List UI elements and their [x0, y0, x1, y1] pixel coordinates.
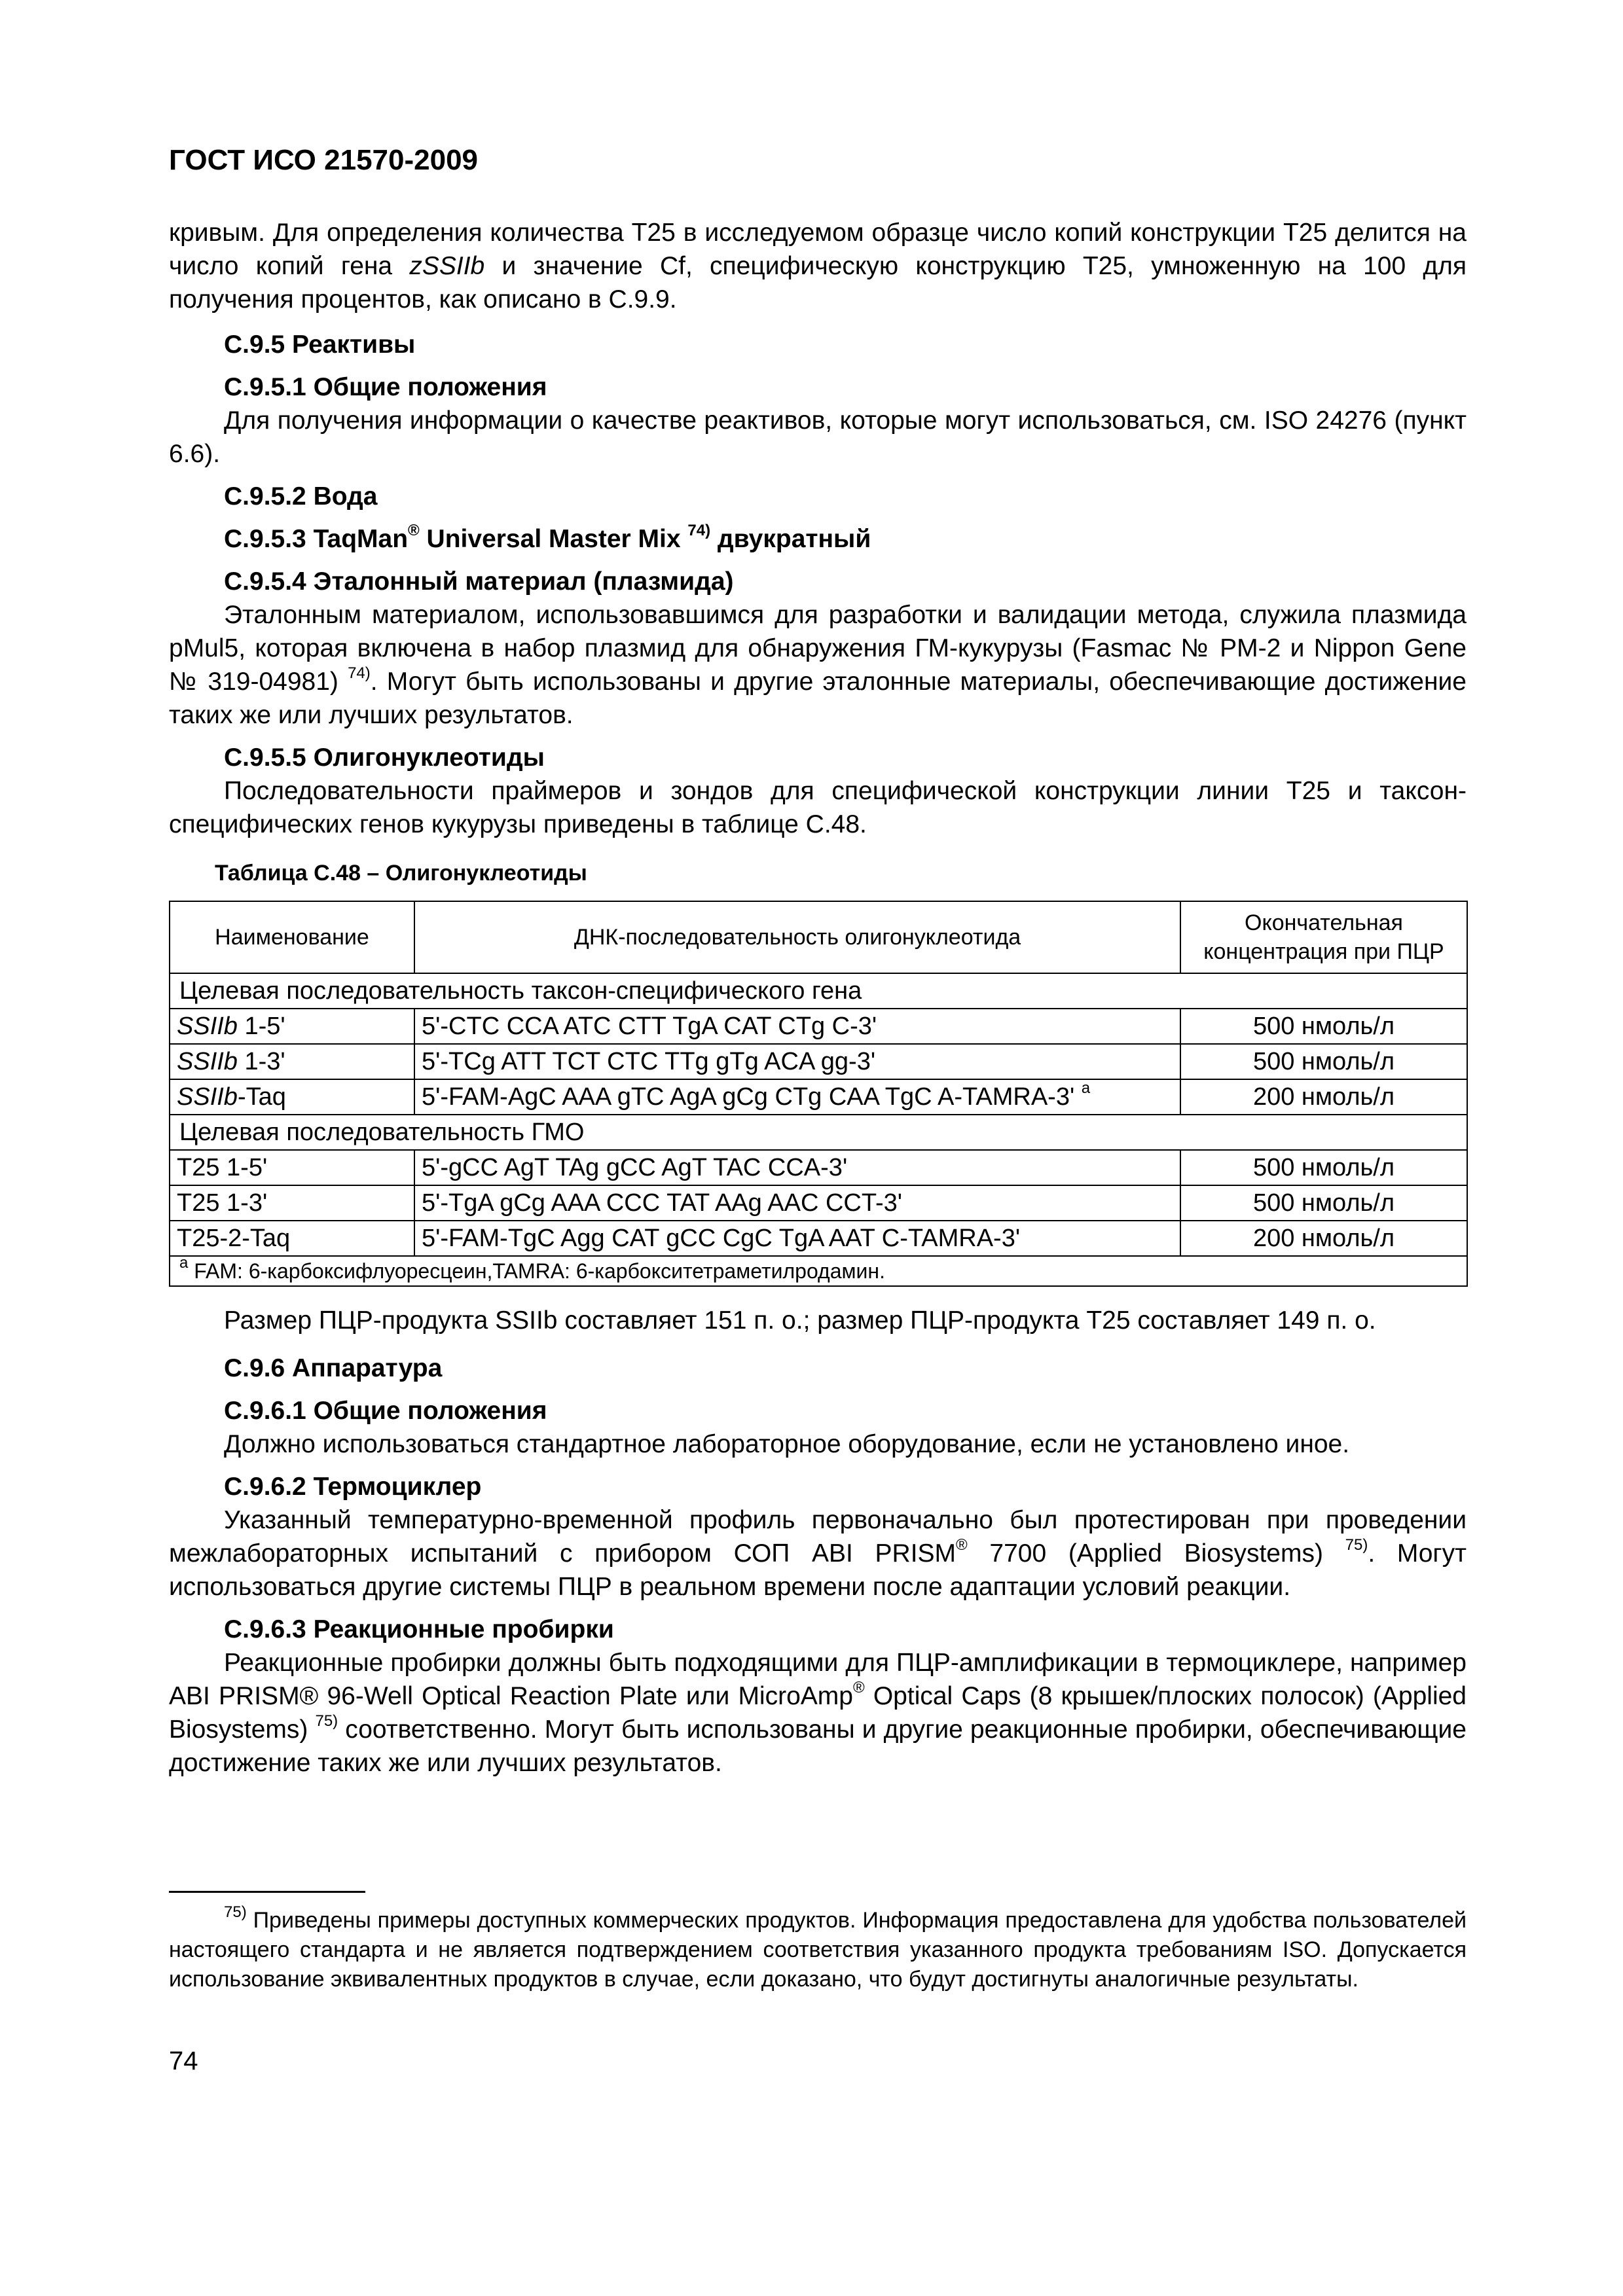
- paragraph-c951: Для получения информации о качестве реактивов, которые могут использоваться, см. ISO 24276 (пункт 6.6).: [169, 406, 1467, 468]
- section-heading-c951: С.9.5.1 Общие положения: [224, 373, 547, 401]
- section-heading-c952: С.9.5.2 Вода: [224, 482, 378, 511]
- section-heading-c954: С.9.5.4 Эталонный материал (плазмида): [224, 567, 734, 596]
- table-row: T25-2-Taq 5'-FAM-TgC Agg CAT gCC CgC TgA AAT C-TAMRA-3' 200 нмоль/л: [170, 1221, 1467, 1256]
- section-heading-c963: С.9.6.3 Реакционные пробирки: [224, 1615, 614, 1643]
- table-group-row: Целевая последовательность ГМО: [170, 1115, 1467, 1150]
- table-row: T25 1-5' 5'-gCC AgT TAg gCC AgT TAC CCA-3' 500 нмоль/л: [170, 1150, 1467, 1185]
- paragraph-c963: Реакционные пробирки должны быть подходящими для ПЦР-амплификации в термоциклере, например ABI PRISM® 96-Well Optical Reaction Plate или MicroAmp® Optical Caps (8 крышек/плоских полосок) (Applied Biosystems) $^{75)}$ соответственно. Могут быть использованы и другие реакционные пробирки, обеспечивающие достижение таких же или лучших результатов.: [169, 1649, 1467, 1777]
- table-row: T25 1-3' 5'-TgA gCg AAA CCC TAT AAg AAC CCT-3' 500 нмоль/л: [170, 1185, 1467, 1221]
- table-row: SSIIb-Taq 5'-FAM-AgC AAA gTC AgA gCg CTg CAA TgC A-TAMRA-3' $^a$ 200 нмоль/л: [170, 1079, 1467, 1115]
- footnote-divider: [169, 1891, 365, 1893]
- page-number: 74: [169, 2047, 198, 2075]
- section-heading-c961: С.9.6.1 Общие положения: [224, 1397, 547, 1425]
- table-group-row: Целевая последовательность таксон-специфического гена: [170, 973, 1467, 1009]
- paragraph-product-size: Размер ПЦР-продукта SSIIb составляет 151 п. о.; размер ПЦР-продукта T25 составляет 149 п. о.: [224, 1306, 1376, 1335]
- table-header-row: [170, 901, 1467, 973]
- paragraph-c962: Указанный температурно-временной профиль первоначально был протестирован при проведении межлабораторных испытаний с прибором СОП ABI PRISM® 7700 (Applied Biosystems) $^{75)}$. Могут использоваться другие системы ПЦР в реальном времени после адаптации условий реакции.: [169, 1506, 1467, 1601]
- section-heading-c955: С.9.5.5 Олигонуклеотиды: [224, 744, 545, 772]
- paragraph-c954: Эталонным материалом, использовавшимся для разработки и валидации метода, служила плазмида pMul5, которая включена в набор плазмид для обнаружения ГМ-кукурузы (Fasmac № PM-2 и Nippon Gene № 319-04981) $^{74)}$. Могут быть использованы и другие эталонные материалы, обеспечивающие достижение таких же или лучших результатов.: [169, 601, 1467, 729]
- oligonucleotide-table: [169, 901, 1468, 1287]
- intro-paragraph: кривым. Для определения количества T25 в исследуемом образце число копий конструкции T25 делится на число копий гена zSSIIb и значение Cf, специфическую конструкцию T25, умноженную на 100 для получения процентов, как описано в С.9.9.: [169, 219, 1467, 314]
- section-heading-c95: С.9.5 Реактивы: [224, 331, 416, 359]
- paragraph-c955: Последовательности праймеров и зондов для специфической конструкции линии T25 и таксон-специфических генов кукурузы приведены в таблице С.48.: [169, 777, 1467, 838]
- column-header: Окончательная концентрация при ПЦР: [1180, 901, 1467, 973]
- section-heading-c96: С.9.6 Аппаратура: [224, 1354, 443, 1382]
- footnote-75: $^{75)}$ Приведены примеры доступных коммерческих продуктов. Информация предоставлена для удобства пользователей настоящего стандарта и не является подтверждением соответствия указанного продукта требованиям ISO. Допускается использование эквивалентных продуктов в случае, если доказано, что будут достигнуты аналогичные результаты.: [169, 1903, 1467, 1992]
- section-heading-c953: С.9.5.3 TaqMan® Universal Master Mix $^{74)}$ двукратный: [224, 522, 871, 553]
- table-row: SSIIb 1-3' 5'-TCg ATT TCT CTC TTg gTg ACA gg-3' 500 нмоль/л: [170, 1044, 1467, 1079]
- table-caption: Таблица С.48 – Олигонуклеотиды: [215, 861, 587, 886]
- table-note: $^a$ FAM: 6-карбоксифлуоресцеин,TAMRA: 6-карбокситетраметилродамин.: [170, 1256, 1467, 1286]
- paragraph-c961: Должно использоваться стандартное лабораторное оборудование, если не установлено иное.: [224, 1430, 1350, 1458]
- column-header: ДНК-последовательность олигонуклеотида: [414, 901, 1180, 973]
- document-header: ГОСТ ИСО 21570-2009: [169, 144, 479, 176]
- column-header: Наименование: [170, 901, 414, 973]
- table-row: SSIIb 1-5' 5'-CTC CCA ATC CTT TgA CAT CTg C-3' 500 нмоль/л: [170, 1009, 1467, 1044]
- section-heading-c962: С.9.6.2 Термоциклер: [224, 1473, 482, 1501]
- document-page: [169, 144, 1467, 2076]
